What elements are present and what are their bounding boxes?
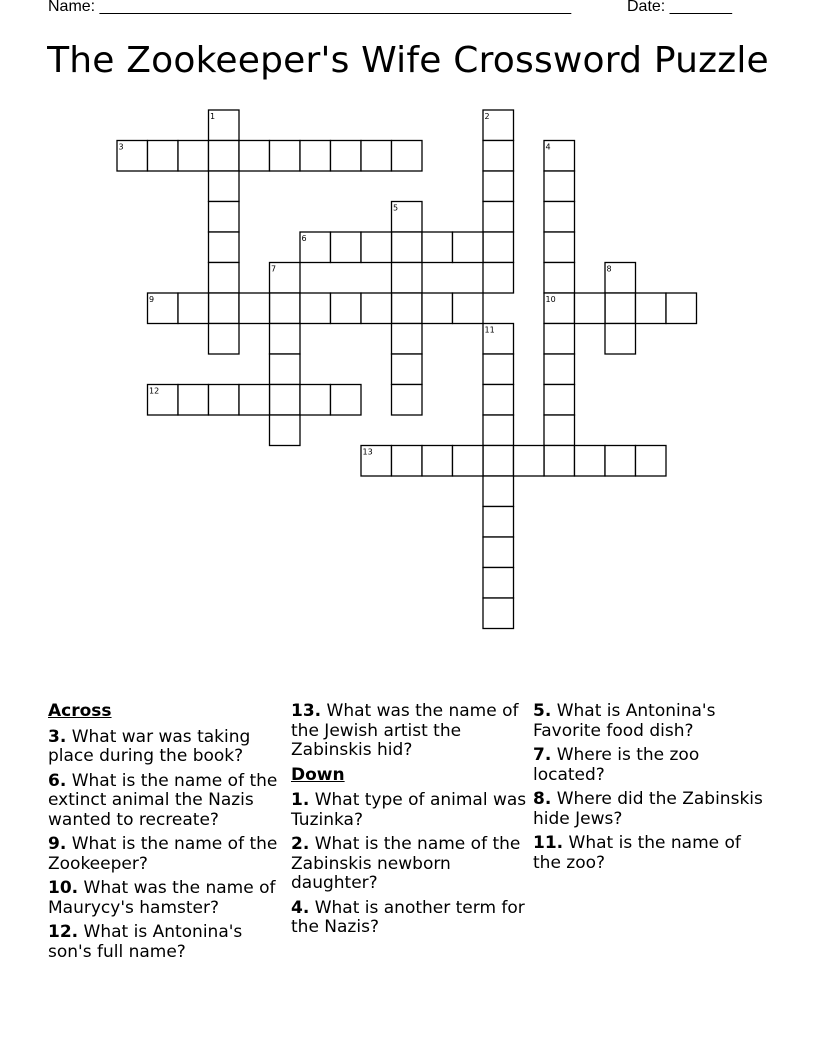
grid-cell[interactable] bbox=[453, 232, 484, 263]
grid-cell[interactable] bbox=[605, 293, 636, 324]
grid-cell[interactable] bbox=[209, 293, 240, 324]
grid-cell[interactable] bbox=[331, 232, 362, 263]
grid-cell[interactable] bbox=[453, 446, 484, 477]
across-clue-10 bbox=[48, 879, 288, 918]
grid-cell[interactable] bbox=[209, 171, 240, 202]
grid-cell[interactable] bbox=[544, 202, 575, 233]
grid-cell[interactable] bbox=[331, 141, 362, 172]
clue-number: 2. bbox=[291, 834, 310, 854]
clue-number: 7. bbox=[533, 745, 552, 765]
clue-number: 9. bbox=[48, 834, 67, 854]
name-field-line[interactable]: Name: _____________________________________________________ bbox=[48, 0, 572, 15]
across-clue-6 bbox=[48, 772, 288, 831]
grid-cell[interactable] bbox=[148, 141, 179, 172]
grid-cell[interactable] bbox=[575, 446, 606, 477]
grid-cell[interactable] bbox=[483, 202, 514, 233]
grid-clue-number: 8 bbox=[606, 264, 612, 274]
clue-text: What is Antonina's son's full name? bbox=[48, 922, 243, 962]
grid-cell[interactable] bbox=[270, 293, 301, 324]
grid-cell[interactable] bbox=[483, 385, 514, 416]
grid-cell[interactable] bbox=[178, 385, 209, 416]
grid-clue-number: 2 bbox=[484, 112, 490, 121]
grid-cell[interactable] bbox=[209, 202, 240, 233]
grid-cell[interactable] bbox=[392, 232, 423, 263]
clue-text: What is the name of the zoo? bbox=[533, 833, 741, 873]
grid-cell[interactable] bbox=[483, 141, 514, 172]
across-clue-12 bbox=[48, 923, 288, 962]
grid-cell[interactable] bbox=[392, 263, 423, 294]
down-clue-1 bbox=[291, 791, 531, 830]
grid-clue-number: 5 bbox=[393, 203, 399, 213]
clue-number: 12. bbox=[48, 922, 79, 942]
grid-cell[interactable] bbox=[514, 446, 545, 477]
across-clue-13 bbox=[291, 702, 531, 761]
clue-column-1 bbox=[48, 702, 288, 967]
grid-cell[interactable] bbox=[544, 171, 575, 202]
grid-cell[interactable] bbox=[666, 293, 697, 324]
grid-cell[interactable] bbox=[483, 598, 514, 629]
grid-cell[interactable] bbox=[178, 293, 209, 324]
grid-cell[interactable] bbox=[209, 263, 240, 294]
grid-cell[interactable] bbox=[483, 354, 514, 385]
grid-clue-number: 4 bbox=[545, 142, 551, 152]
grid-cell[interactable] bbox=[605, 324, 636, 355]
clue-text: What was the name of Maurycy's hamster? bbox=[48, 878, 276, 918]
clue-text: What type of animal was Tuzinka? bbox=[291, 790, 527, 830]
grid-cell[interactable] bbox=[178, 141, 209, 172]
grid-cell[interactable] bbox=[209, 324, 240, 355]
grid-cell[interactable] bbox=[300, 293, 331, 324]
grid-cell[interactable] bbox=[483, 171, 514, 202]
clue-number: 10. bbox=[48, 878, 79, 898]
grid-cell[interactable] bbox=[239, 141, 270, 172]
grid-cell[interactable] bbox=[300, 385, 331, 416]
grid-cell[interactable] bbox=[270, 324, 301, 355]
grid-cell[interactable] bbox=[270, 354, 301, 385]
grid-cell[interactable] bbox=[544, 385, 575, 416]
clue-number: 1. bbox=[291, 790, 310, 810]
clue-text: What is the name of the Zabinskis newborn daughter? bbox=[291, 834, 521, 893]
grid-cell[interactable] bbox=[544, 263, 575, 294]
grid-cell[interactable] bbox=[575, 293, 606, 324]
clue-number: 13. bbox=[291, 701, 322, 721]
grid-cell[interactable] bbox=[209, 385, 240, 416]
grid-cell[interactable] bbox=[483, 446, 514, 477]
grid-cell[interactable] bbox=[361, 141, 392, 172]
grid-cell[interactable] bbox=[239, 293, 270, 324]
grid-cell[interactable] bbox=[300, 141, 331, 172]
clue-text: Where did the Zabinskis hide Jews? bbox=[533, 789, 763, 829]
down-clue-5 bbox=[533, 702, 773, 741]
clue-number: 5. bbox=[533, 701, 552, 721]
grid-cell[interactable] bbox=[422, 446, 453, 477]
clue-text: What is the name of the Zookeeper? bbox=[48, 834, 278, 874]
grid-clue-number: 12 bbox=[149, 386, 160, 396]
grid-cell[interactable] bbox=[544, 354, 575, 385]
grid-cell[interactable] bbox=[483, 415, 514, 446]
clue-number: 6. bbox=[48, 770, 67, 791]
grid-cell[interactable] bbox=[361, 293, 392, 324]
grid-cell[interactable] bbox=[270, 385, 301, 416]
grid-cell[interactable] bbox=[392, 141, 423, 172]
clue-number: 4. bbox=[291, 897, 310, 918]
down-heading: Down bbox=[291, 764, 345, 785]
grid-cell[interactable] bbox=[392, 446, 423, 477]
grid-cell[interactable] bbox=[483, 507, 514, 538]
across-clue-9 bbox=[48, 835, 288, 874]
down-clue-11 bbox=[533, 834, 773, 873]
clue-text: What is the name of the extinct animal the Nazis wanted to recreate? bbox=[48, 770, 278, 830]
grid-cell[interactable] bbox=[483, 537, 514, 568]
grid-cell[interactable] bbox=[361, 232, 392, 263]
grid-cell[interactable] bbox=[483, 263, 514, 294]
clue-column-3 bbox=[533, 702, 773, 878]
grid-cell[interactable] bbox=[605, 446, 636, 477]
grid-clue-number: 3 bbox=[118, 142, 124, 152]
grid-cell[interactable] bbox=[239, 385, 270, 416]
clue-number: 8. bbox=[533, 789, 552, 809]
clue-text: What is another term for the Nazis? bbox=[291, 897, 525, 937]
clue-number: 11. bbox=[533, 833, 564, 853]
grid-cell[interactable] bbox=[331, 293, 362, 324]
grid-cell[interactable] bbox=[392, 354, 423, 385]
clue-number: 3. bbox=[48, 726, 67, 747]
grid-cell[interactable] bbox=[392, 385, 423, 416]
grid-cell[interactable] bbox=[270, 141, 301, 172]
grid-cell[interactable] bbox=[636, 446, 667, 477]
clue-text: Where is the zoo located? bbox=[533, 745, 700, 785]
grid-clue-number: 13 bbox=[362, 447, 373, 457]
across-heading: Across bbox=[48, 701, 112, 721]
grid-cell[interactable] bbox=[483, 232, 514, 263]
grid-cell[interactable] bbox=[544, 415, 575, 446]
grid-cell[interactable] bbox=[209, 141, 240, 172]
grid-cell[interactable] bbox=[483, 568, 514, 599]
clue-text: What war was taking place during the book? bbox=[48, 726, 251, 766]
clue-text: What was the name of the Jewish artist the Zabinskis hid? bbox=[291, 701, 519, 760]
grid-cell[interactable] bbox=[331, 385, 362, 416]
grid-cell[interactable] bbox=[422, 293, 453, 324]
grid-clue-number: 1 bbox=[210, 112, 216, 121]
grid-clue-number: 6 bbox=[301, 234, 307, 243]
across-clue-3 bbox=[48, 728, 288, 767]
grid-cell[interactable] bbox=[544, 232, 575, 263]
grid-cell[interactable] bbox=[544, 324, 575, 355]
clue-column-2 bbox=[291, 702, 531, 943]
page-title: The Zookeeper's Wife Crossword Puzzle bbox=[47, 40, 769, 81]
grid-clue-number: 10 bbox=[545, 295, 556, 304]
grid-cell[interactable] bbox=[422, 232, 453, 263]
grid-clue-number: 9 bbox=[149, 295, 155, 304]
grid-cell[interactable] bbox=[392, 293, 423, 324]
grid-cell[interactable] bbox=[453, 293, 484, 324]
date-field-line[interactable]: Date: _______ bbox=[627, 0, 732, 15]
down-clue-8 bbox=[533, 790, 773, 829]
grid-cell[interactable] bbox=[392, 324, 423, 355]
grid-cell[interactable] bbox=[544, 446, 575, 477]
grid-cell[interactable] bbox=[209, 232, 240, 263]
down-clue-4 bbox=[291, 899, 531, 938]
grid-clue-number: 11 bbox=[484, 325, 495, 335]
grid-cell[interactable] bbox=[636, 293, 667, 324]
down-clue-2 bbox=[291, 835, 531, 894]
grid-cell[interactable] bbox=[270, 415, 301, 446]
clue-text: What is Antonina's Favorite food dish? bbox=[533, 701, 716, 741]
down-clue-7 bbox=[533, 746, 773, 785]
grid-clue-number: 7 bbox=[271, 264, 277, 274]
grid-cell[interactable] bbox=[483, 476, 514, 507]
